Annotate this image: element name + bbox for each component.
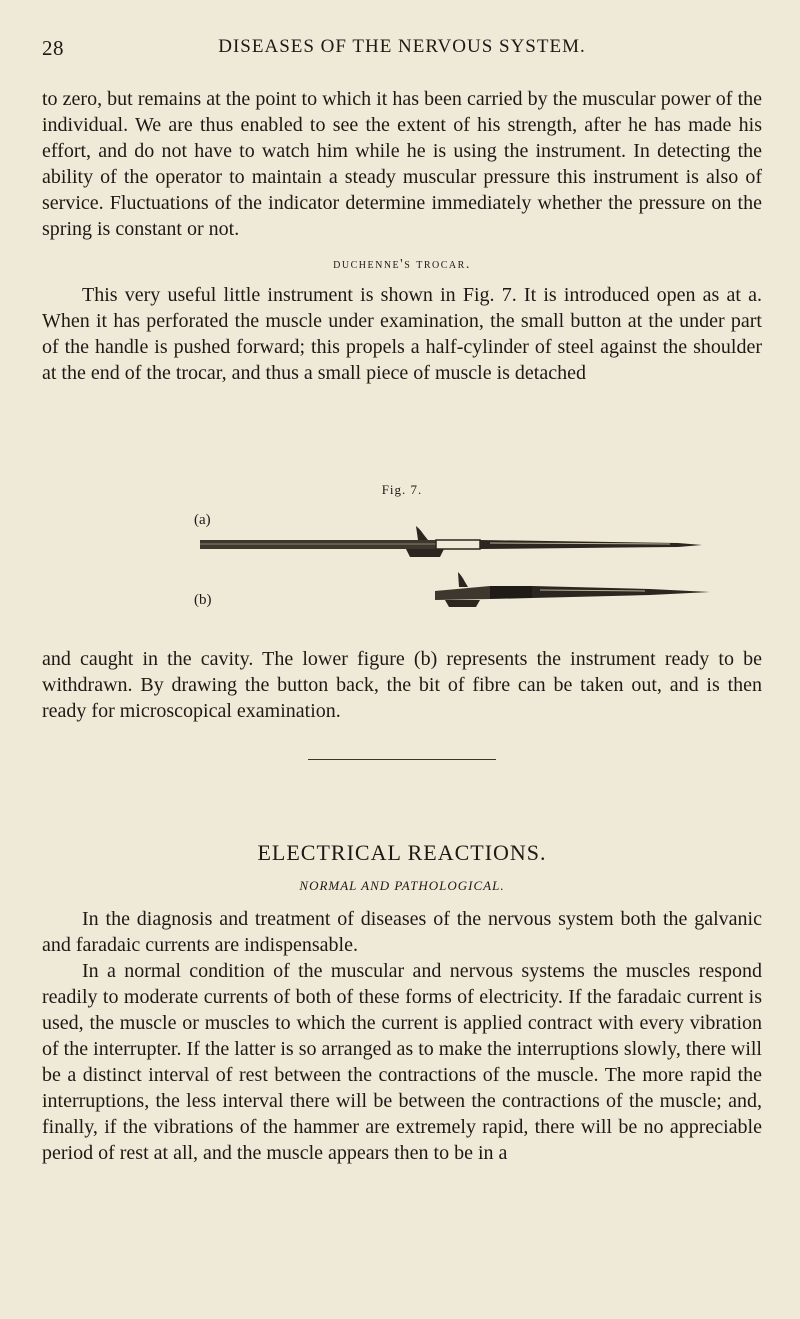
electrical-body-block <box>42 906 762 1166</box>
trocar-open-drawing <box>200 526 702 557</box>
top-paragraph-block <box>42 86 762 242</box>
running-title: DISEASES OF THE NERVOUS SYSTEM. <box>218 36 586 57</box>
trocar-figure <box>190 500 750 620</box>
page-number: 28 <box>42 36 64 60</box>
figure-caption: Fig. 7. <box>381 482 423 497</box>
electrical-reactions-title: ELECTRICAL REACTIONS. <box>257 840 547 865</box>
figure-label-a: (a) <box>194 512 211 528</box>
trocar-illustration <box>190 500 750 620</box>
running-head <box>42 36 762 66</box>
section-divider <box>308 759 496 760</box>
trocar-heading: duchenne's trocar. <box>333 257 471 272</box>
top-paragraph: to zero, but remains at the point to which it has been carried by the muscular power of the individual. We are thus enabled to see the extent of his strength, after he has made his effort, and do not have to watch him while he is using the instrument. In detecting the ability of the operator to maintain a steady muscular pressure this instrument is also of service. Fluctuations of the indicator determine immediately whether the pressure on the spring is constant or not. <box>42 88 762 240</box>
electrical-paragraph-1: In the diagnosis and treatment of diseases of the nervous system both the galvanic and faradaic currents are indispensable. <box>42 908 762 956</box>
trocar-paragraph-before: This very useful little instrument is shown in Fig. 7. It is introduced open as at a. When it has perforated the muscle under examination, the small button at the under part of the handle is pushed forward; this propels a half-cylinder of steel against the shoulder at the end of the trocar, and thus a small piece of muscle is detached <box>42 284 762 384</box>
trocar-paragraph-after: and caught in the cavity. The lower figure (b) represents the instrument ready to be withdrawn. By drawing the button back, the bit of fibre can be taken out, and is then ready for microscopical examination. <box>42 648 762 722</box>
figure-label-b: (b) <box>194 592 212 608</box>
trocar-paragraph-after-block <box>42 646 762 724</box>
trocar-paragraph-before-block <box>42 282 762 386</box>
trocar-closed-drawing <box>435 572 710 607</box>
electrical-reactions-subtitle: NORMAL AND PATHOLOGICAL. <box>299 878 505 893</box>
electrical-paragraph-2: In a normal condition of the muscular and nervous systems the muscles respond readily to moderate currents of both of these forms of electricity. If the faradaic current is used, the muscle or muscles to which the current is applied contract with every vibration of the interrupter. If the latter is so arranged as to make the interruptions slowly, there will be a distinct interval of rest between the contractions of the muscle. The more rapid the interruptions, the less interval there will be between the contractions of the muscle; and, finally, if the vibrations of the hammer are extremely rapid, there will be no appreciable period of rest at all, and the muscle appears then to be in a <box>42 960 762 1164</box>
